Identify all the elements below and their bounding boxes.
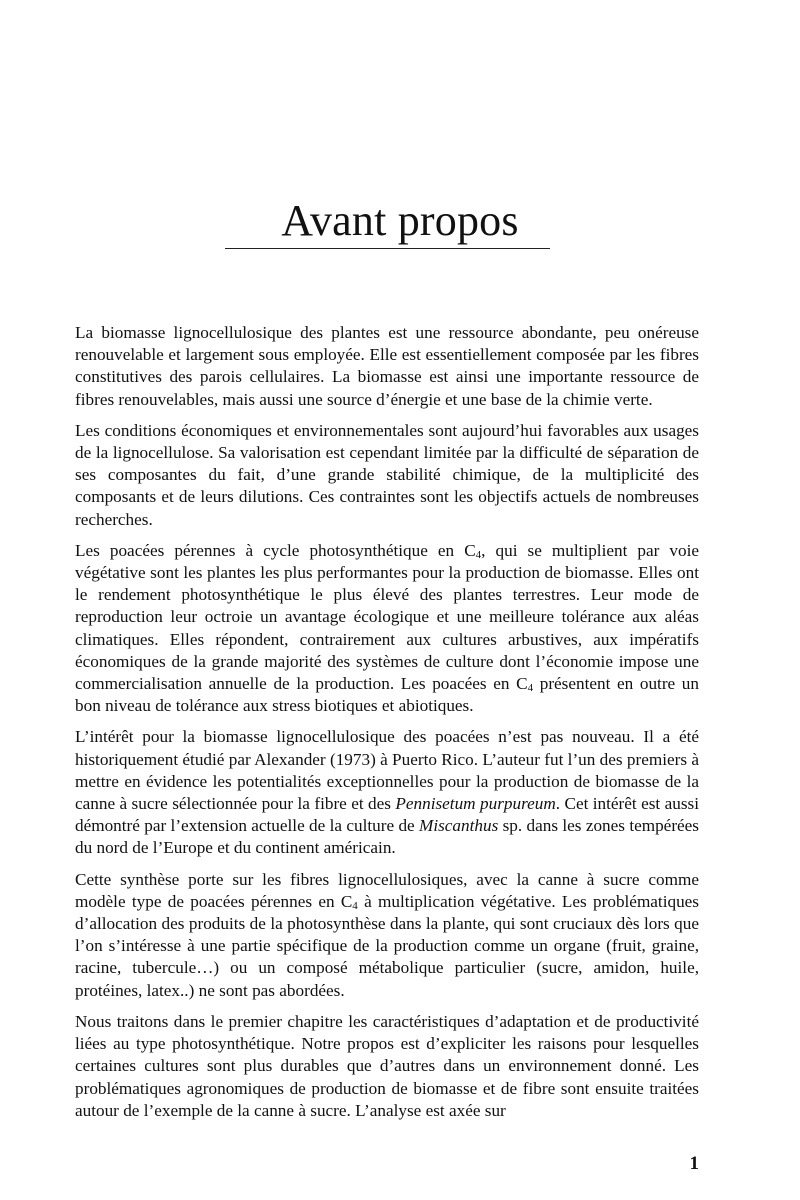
paragraph-4-text-a: L’intérêt pour la biomasse lignocellulosique des poacées n’est pas nouveau. Il a été historiquement étudié par Alexander (1973) à Puerto Rico. L’auteur fut l’un des premiers à mettre en évidence les potentialités exceptionnelles pour la production de biomasse de la canne à sucre sélectionnée pour la fibre et des: [75, 727, 699, 814]
species-name-miscanthus: Miscanthus: [419, 816, 499, 836]
paragraph-6: Nous traitons dans le premier chapitre les caractéristiques d’adaptation et de productivité liées au type photosynthétique. Notre propos est d’expliciter les raisons pour lesquelles certaines cultures sont plus durables que d’autres dans un environnement donné. Les problématiques agronomiques de production de biomasse et de fibre sont ensuite traitées autour de l’exemple de la canne à sucre. L’analyse est axée sur: [75, 1011, 699, 1120]
paragraph-5-text-a: Cette synthèse porte sur les fibres lignocellulosiques, avec la canne à sucre comme modèle type de poacées pérennes en C: [75, 869, 699, 911]
species-name-pennisetum: Pennisetum purpureum: [395, 794, 556, 814]
paragraph-3-text-c: présentent en outre un bon niveau de tolérance aux stress biotiques et abiotiques.: [75, 674, 699, 716]
subscript-4: 4: [352, 899, 358, 912]
paragraph-3-text-b: , qui se multiplient par voie végétative sont les plantes les plus performantes pour la production de biomasse. Elles ont le rendement photosynthétique le plus élevé des plantes terrestres. Leur mode de reproduction leur octroie un avantage écologique et une meilleure tolérance aux aléas climatiques. Elles répondent, contrairement aux cultures arbustives, aux impératifs économiques de la grande majorité des systèmes de culture dont l’économie impose une commercialisation annuelle de la production. Les poacées en C: [75, 540, 700, 694]
paragraph-4: [75, 726, 699, 859]
paragraph-3: [75, 540, 699, 718]
subscript-4: 4: [527, 682, 534, 695]
paragraph-1: La biomasse lignocellulosique des plantes est une ressource abondante, peu onéreuse renouvelable et largement sous employée. Elle est essentiellement composée par les fibres constitutives des parois cellulaires. La biomasse est ainsi une importante ressource de fibres renouvelables, mais aussi une source d’énergie et une base de la chimie verte.: [75, 323, 699, 409]
page-number: 1: [689, 1153, 699, 1174]
title-block: [0, 196, 800, 246]
subscript-4: 4: [475, 548, 482, 561]
paragraph-5-text-b: à multiplication végétative. Les problématiques d’allocation des produits de la photosynthèse dans la plante, qui sont cruciaux dès lors que l’on s’intéresse à une partie spécifique de la production comme un organe (fruit, graine, racine, tubercule…) ou un composé métabolique particulier (sucre, amidon, huile, protéines, latex..) ne sont pas abordées.: [75, 891, 699, 1000]
paragraph-4-text-b: . Cet intérêt est aussi démontré par l’extension actuelle de la culture de: [75, 794, 699, 836]
page-title: Avant propos: [281, 196, 519, 245]
paragraph-2: Les conditions économiques et environnementales sont aujourd’hui favorables aux usages de la lignocellulose. Sa valorisation est cependant limitée par la difficulté de séparation de ses composantes du fait, d’une grande stabilité chimique, de la multiplicité des composants et de leurs dilutions. Ces contraintes sont les objectifs actuels de nombreuses recherches.: [75, 420, 699, 529]
paragraph-5: [75, 869, 699, 1002]
body-text: [75, 322, 699, 1131]
paragraph-4-text-c: sp. dans les zones tempérées du nord de l’Europe et du continent américain.: [75, 816, 699, 858]
paragraph-3-text-a: Les poacées pérennes à cycle photosynthétique en C: [75, 540, 476, 560]
title-underline: [225, 248, 550, 249]
